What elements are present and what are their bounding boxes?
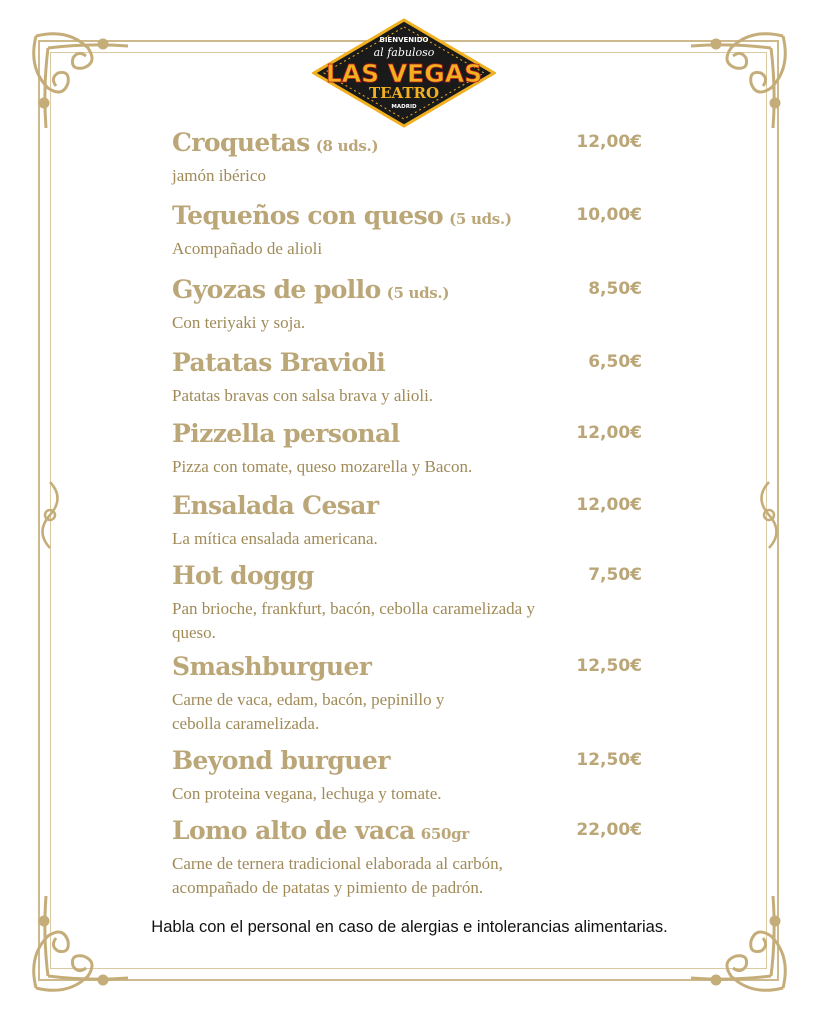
menu-item	[172, 348, 642, 408]
logo-top-text: BIENVENIDO	[379, 36, 429, 44]
item-description: Con proteina vegana, lechuga y tomate.	[172, 784, 442, 803]
las-vegas-teatro-logo	[312, 18, 496, 128]
item-name: Hot doggg	[172, 561, 314, 590]
item-name: Ensalada Cesar	[172, 491, 379, 520]
item-description: Con teriyaki y soja.	[172, 313, 306, 332]
menu-item	[172, 275, 642, 335]
item-price: 22,00€	[576, 820, 642, 840]
item-description: Pizza con tomate, queso mozarella y Bacon.	[172, 457, 473, 476]
logo-brand: LAS VEGAS	[325, 59, 483, 88]
item-name: Croquetas	[172, 128, 310, 157]
allergy-notice: Habla con el personal en caso de alergias e intolerancias alimentarias.	[151, 918, 668, 936]
item-price: 12,00€	[576, 132, 642, 152]
menu-item	[172, 746, 642, 806]
corner-ornament-icon	[661, 28, 791, 158]
menu-item	[172, 201, 642, 261]
item-price: 8,50€	[588, 279, 642, 299]
logo-tagline: al fabuloso	[373, 46, 435, 59]
item-description: Pan brioche, frankfurt, bacón, cebolla caramelizada y queso.	[172, 599, 535, 642]
menu-item	[172, 652, 642, 736]
item-qty: (5 uds.)	[449, 210, 512, 228]
item-name: Tequeños con queso	[172, 201, 444, 230]
item-price: 12,00€	[576, 495, 642, 515]
item-description: Acompañado de alioli	[172, 239, 323, 258]
item-qty: (5 uds.)	[386, 284, 450, 302]
item-price: 12,00€	[576, 423, 642, 443]
menu-item	[172, 816, 642, 900]
item-name: Pizzella personal	[172, 419, 400, 448]
item-price: 6,50€	[588, 352, 642, 372]
side-ornament-icon	[30, 480, 70, 550]
item-price: 10,00€	[576, 205, 642, 225]
item-price: 12,50€	[576, 750, 642, 770]
menu-item	[172, 128, 642, 188]
item-description: Carne de ternera tradicional elaborada al carbón, acompañado de patatas y pimiento de padrón.	[172, 854, 503, 897]
item-name: Smashburguer	[172, 652, 372, 681]
corner-ornament-icon	[28, 28, 158, 158]
item-name: Beyond burguer	[172, 746, 390, 775]
item-name: Lomo alto de vaca	[172, 816, 415, 845]
item-description: Carne de vaca, edam, bacón, pepinillo y cebolla caramelizada.	[172, 690, 445, 733]
item-price: 12,50€	[576, 656, 642, 676]
item-qty: (8 uds.)	[315, 137, 379, 155]
item-description: Patatas bravas con salsa brava y alioli.	[172, 386, 434, 405]
menu-item	[172, 491, 642, 551]
item-description: jamón ibérico	[172, 166, 266, 185]
menu-item	[172, 419, 642, 479]
item-price: 7,50€	[588, 565, 642, 585]
logo-subbrand: TEATRO	[368, 84, 440, 102]
menu-item	[172, 561, 642, 645]
logo-city: MADRID	[391, 104, 417, 110]
item-qty: 650gr	[420, 825, 469, 843]
side-ornament-icon	[749, 480, 789, 550]
item-name: Patatas Bravioli	[172, 348, 386, 377]
item-name: Gyozas de pollo	[172, 275, 381, 304]
item-description: La mítica ensalada americana.	[172, 529, 378, 548]
